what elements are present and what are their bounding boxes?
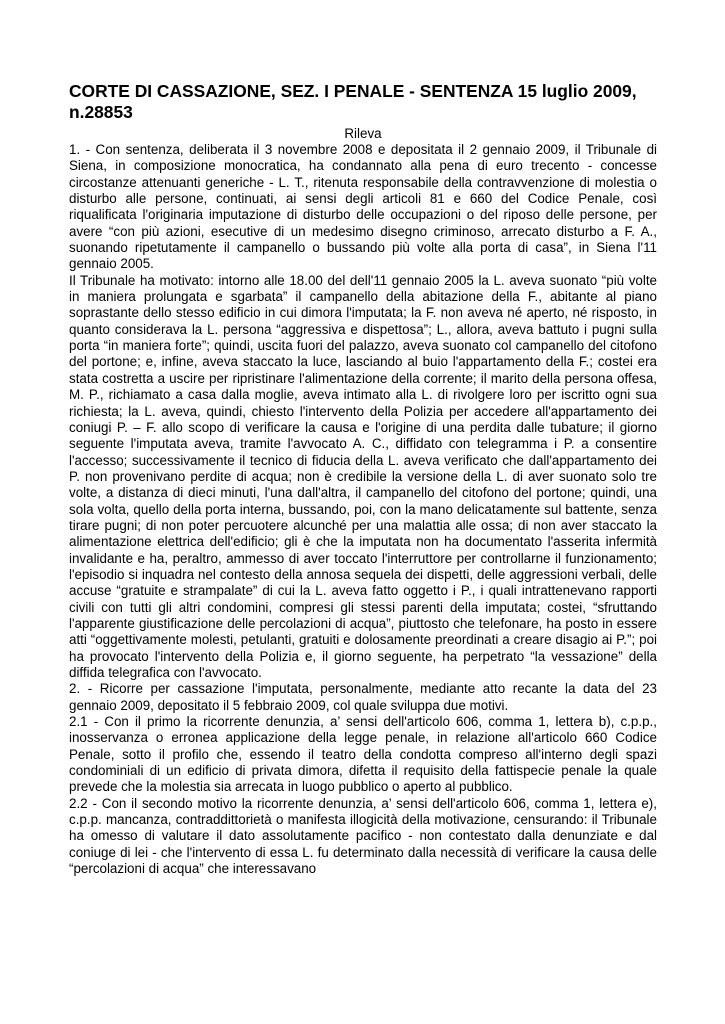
paragraph: 1. - Con sentenza, deliberata il 3 novembre 2008 e depositata il 2 gennaio 2009, il Tribunale di Siena, in composizione monocratica, ha condannato alla pena di euro trecento - concesse circostanze attenuanti generiche - L. T., ritenuta responsabile della contravvenzione di molestia o disturbo alle persone, continuati, ai sensi degli articoli 81 e 660 del Codice Penale, così riqualificata l'originaria imputazione di disturbo delle occupazioni o del riposo delle persone, per avere “con più azioni, esecutive di un medesimo disegno criminoso, arrecato disturbo a F. A., suonando ripetutamente il campanello o bussando più volte alla porta di casa”, in Siena l'11 gennaio 2005. — [69, 142, 657, 272]
document-title: CORTE DI CASSAZIONE, SEZ. I PENALE - SENTENZA 15 luglio 2009, n.28853 — [69, 81, 637, 122]
paragraph: Il Tribunale ha motivato: intorno alle 18.00 del dell'11 gennaio 2005 la L. aveva suonato “più volte in maniera prolungata e sgarbata” il campanello della abitazione della F., abitante al piano soprastante dello stesso edificio in cui dimora l'imputata; la F. non aveva né aperto, né risposto, in quanto considerava la L. persona “aggressiva e dispettosa”; L., allora, aveva battuto i pugni sulla porta “in maniera forte”; quindi, uscita fuori del palazzo, aveva suonato col campanello del citofono del portone; e, infine, aveva staccato la luce, lasciando al buio l'appartamento della F.; costei era stata costretta a uscire per ripristinare l'alimentazione della corrente; il marito della persona offesa, M. P., richiamato a casa dalla moglie, aveva intimato alla L. di rivolgere loro per iscritto ogni sua richiesta; la L. aveva, quindi, chiesto l'intervento della Polizia per accedere all'appartamento dei coniugi P. – F. allo scopo di verificare la causa e l'origine di una perdita dalle tubature; il giorno seguente l'imputata aveva, tramite l'avvocato A. C., diffidato con telegramma i P. a consentire l'accesso; successivamente il tecnico di fiducia della L. aveva verificato che dall'appartamento dei P. non provenivano perdite di acqua; non è credibile la versione della L. di aver suonato solo tre volte, a distanza di dieci minuti, l'una dall'altra, il campanello del citofono del portone; quindi, una sola volta, quello della porta interna, bussando, poi, con la mano delicatamente sul battente, senza tirare pugni; di non poter percuotere alcunché per una malattia alle ossa; di non aver staccato la alimentazione elettrica dell'edificio; gli è che la imputata non ha documentato l'asserita infermità invalidante e ha, peraltro, ammesso di aver toccato l'interruttore per controllarne il funzionamento; l'episodio si inquadra nel contesto della annosa sequela dei dispetti, delle aggressioni verbali, delle accuse “gratuite e strampalate” di cui la L. aveva fatto oggetto i P., i quali intrattenevano rapporti civili con tutti gli altri condomini, compresi gli stessi parenti della imputata; costei, “sfruttando l'apparente giustificazione delle percolazioni di acqua”, piuttosto che telefonare, ha posto in essere atti “oggettivamente molesti, petulanti, gratuiti e dolosamente preordinati a creare disagio ai P.”; poi ha provocato l'intervento della Polizia e, il giorno seguente, ha perpetrato “la vessazione” della diffida telegrafica con l'avvocato. — [69, 272, 657, 680]
document-body — [69, 142, 657, 877]
paragraph: 2. - Ricorre per cassazione l'imputata, personalmente, mediante atto recante la data del 23 gennaio 2009, depositato il 5 febbraio 2009, col quale sviluppa due motivi. — [69, 681, 657, 713]
section-heading: Rileva — [344, 126, 382, 141]
paragraph: 2.2 - Con il secondo motivo la ricorrente denunzia, a’ sensi dell'articolo 606, comma 1, lettera e), c.p.p. mancanza, contraddittorietà o manifesta illogicità della motivazione, censurando: il Tribunale ha omesso di valutare il dato assolutamente pacifico - non contestato dalla denunziate e dal coniuge di lei - che l'intervento di essa L. fu determinato dalla necessità di verificare la causa delle “percolazioni di acqua” che interessavano — [69, 795, 657, 877]
paragraph: 2.1 - Con il primo la ricorrente denunzia, a’ sensi dell'articolo 606, comma 1, lettera b), c.p.p., inosservanza o erronea applicazione della legge penale, in relazione all'articolo 660 Codice Penale, sotto il profilo che, essendo il teatro della condotta compreso all'interno degli spazi condominiali di un edificio di privata dimora, difetta il requisito della fattispecie penale la quale prevede che la molestia sia arrecata in luogo pubblico o aperto al pubblico. — [69, 714, 657, 795]
document-page — [69, 81, 657, 877]
